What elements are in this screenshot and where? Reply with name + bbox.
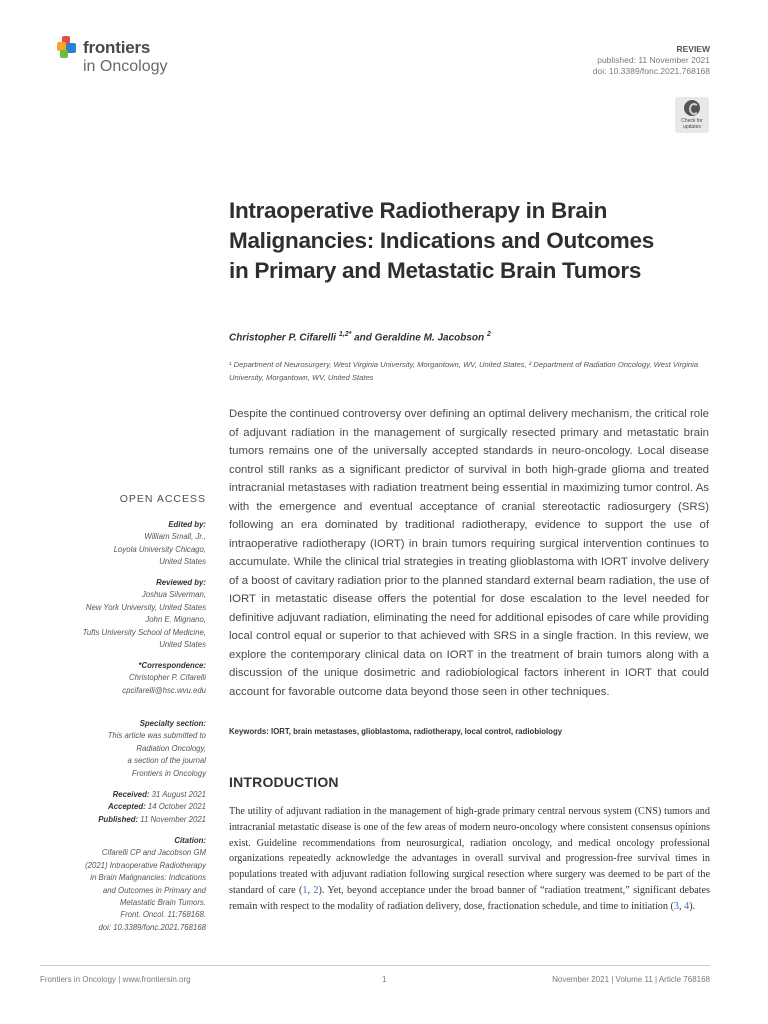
specialty-line: This article was submitted to bbox=[107, 731, 206, 741]
dates-section bbox=[40, 789, 206, 826]
open-access-label: OPEN ACCESS bbox=[119, 493, 206, 505]
keywords-label: Keywords: bbox=[229, 727, 269, 736]
affiliations: ¹ Department of Neurosurgery, West Virginia University, Morgantown, WV, United States, ² Department of Radiation Oncology, West Virginia University, Morgantown, WV, United States bbox=[229, 360, 699, 382]
editor-country: United States bbox=[159, 557, 206, 567]
page-number: 1 bbox=[382, 975, 387, 984]
accepted-date: 14 October 2021 bbox=[145, 802, 206, 812]
article-meta bbox=[593, 44, 710, 77]
published-date: published: 11 November 2021 bbox=[597, 55, 710, 65]
intro-text: The utility of adjuvant radiation in the management of high-grade primary central nervous system (CNS) tumors and intracranial metastatic disease is one of the few areas of modern neuro-oncology where consistent consensus opinions exist. Guideline recommendations from neurosurgical, radiation oncology, and medical oncology professional organizations repeatedly acknowledge the advantages in overall survival and progression-free survival times in populations treated with adjuvant radiation following surgical resection where surgery was deemed to be part of the standard of care ( bbox=[229, 806, 710, 896]
abstract: Despite the continued controversy over defining an optimal delivery mechanism, the critical role of adjuvant radiation in the management of surgically resected primary and metastatic brain tumors remains one of the universally accepted standards in neuro-oncology. Local disease control still ranks as a significant predictor of survival in both high-grade glioma and treated intracranial metastases with radiation treatment being essential in maximizing tumor control. As with the emergence and eventual acceptance of cranial stereotactic radiosurgery (SRS) following an era dominated by traditional radiotherapy, evidence to support the use of intraoperative radiotherapy (IORT) in brain tumors requiring surgical intervention continues to accumulate. While the clinical trial strategies in treating glioblastoma with IORT involve delivery of a boost of cavitary radiation prior to the planned standard external beam radiation, the use of IORT in metastatic disease offers the potential for dose escalation to the level needed for definitive adjuvant radiation, eliminating the need for additional episodes of care while providing local control equal or superior to that achieved with SRS in a single fraction. In this review, we explore the contemporary clinical data on IORT in the treatment of brain tumors along with a discussion of the unique dosimetric and radiobiological factors inherent in IORT that could account for favorable outcome data beyond those seen in other techniques. bbox=[229, 408, 709, 698]
reviewer-2-affiliation: Tufts University School of Medicine, bbox=[82, 627, 206, 637]
accepted-row bbox=[40, 801, 206, 813]
reviewed-by-section bbox=[40, 577, 206, 651]
accepted-label: Accepted: bbox=[108, 802, 146, 812]
reference-link[interactable]: 2 bbox=[313, 884, 319, 896]
correspondence-label: *Correspondence: bbox=[138, 661, 206, 670]
article-type: REVIEW bbox=[676, 44, 710, 54]
citation-line: Cifarelli CP and Jacobson GM bbox=[101, 848, 206, 858]
journal-logo[interactable] bbox=[57, 36, 197, 82]
reviewer-1-name[interactable]: Joshua Silverman, bbox=[141, 590, 206, 600]
specialty-section bbox=[40, 718, 206, 780]
citation-label: Citation: bbox=[174, 836, 206, 845]
ref-separator: , bbox=[679, 900, 685, 912]
author-list bbox=[229, 331, 491, 343]
check-updates-icon bbox=[684, 100, 700, 116]
citation-line: (2021) Intraoperative Radiotherapy bbox=[85, 860, 206, 870]
correspondence-email[interactable]: cpcifarelli@hsc.wvu.edu bbox=[122, 685, 206, 695]
reviewed-by-label: Reviewed by: bbox=[156, 578, 206, 587]
published-date-sidebar: 11 November 2021 bbox=[138, 814, 206, 824]
reference-link[interactable]: 1 bbox=[302, 884, 308, 896]
ref-separator: , bbox=[307, 884, 314, 896]
reviewer-2-country: United States bbox=[159, 640, 206, 650]
citation-doi[interactable]: doi: 10.3389/fonc.2021.768168 bbox=[98, 922, 206, 932]
author-1[interactable]: Christopher P. Cifarelli bbox=[229, 332, 337, 344]
specialty-line: Frontiers in Oncology bbox=[131, 768, 206, 778]
author-conjunction: and bbox=[351, 332, 375, 344]
edited-by-section bbox=[40, 519, 206, 569]
footer-article-info: November 2021 | Volume 11 | Article 768168 bbox=[552, 975, 710, 984]
logo-word-journal: in Oncology bbox=[83, 58, 168, 75]
citation-section bbox=[40, 835, 206, 934]
logo-word-frontiers: frontiers bbox=[83, 38, 151, 57]
correspondence-section bbox=[40, 660, 206, 697]
article-title: Intraoperative Radiotherapy in Brain Malignancies: Indications and Outcomes in Primary and Metastatic Brain Tumors bbox=[229, 198, 654, 283]
introduction-body bbox=[229, 804, 710, 915]
footer-journal[interactable]: Frontiers in Oncology | www.frontiersin.org bbox=[40, 975, 191, 984]
published-label: Published: bbox=[98, 814, 139, 824]
check-for-updates-button[interactable] bbox=[675, 97, 709, 133]
specialty-line: Radiation Oncology, bbox=[136, 743, 206, 753]
editor-affiliation: Loyola University Chicago, bbox=[113, 544, 206, 554]
received-label: Received: bbox=[112, 790, 150, 799]
keywords bbox=[229, 727, 709, 736]
frontiers-logo-icon bbox=[57, 36, 79, 60]
author-1-affil-marker: 1,2* bbox=[338, 331, 352, 338]
reviewer-2-name[interactable]: John E. Mignano, bbox=[145, 615, 206, 625]
footer-divider bbox=[40, 965, 710, 966]
published-row bbox=[40, 814, 206, 826]
introduction-heading: INTRODUCTION bbox=[229, 774, 339, 790]
edited-by-label: Edited by: bbox=[168, 520, 206, 529]
correspondence-name: Christopher P. Cifarelli bbox=[129, 673, 206, 683]
received-row bbox=[40, 789, 206, 801]
citation-line: Metastatic Brain Tumors. bbox=[119, 898, 206, 908]
received-date: 31 August 2021 bbox=[149, 790, 206, 799]
editor-name[interactable]: William Small, Jr., bbox=[144, 532, 206, 542]
author-2-affil-marker: 2 bbox=[486, 331, 491, 338]
citation-line: Front. Oncol. 11:768168. bbox=[120, 910, 206, 920]
specialty-label: Specialty section: bbox=[139, 719, 206, 728]
citation-line: and Outcomes in Primary and bbox=[102, 885, 206, 895]
intro-text: ). Yet, beyond acceptance under the broad banner of “radiation treatment,” significant debates remain with respect to the modality of radiation delivery, dose, fractionation schedule, and time to initiation ( bbox=[229, 884, 710, 912]
author-2[interactable]: Geraldine M. Jacobson bbox=[374, 332, 485, 344]
reviewer-1-affiliation: New York University, United States bbox=[85, 602, 206, 612]
header-doi[interactable]: doi: 10.3389/fonc.2021.768168 bbox=[592, 66, 710, 76]
specialty-line: a section of the journal bbox=[127, 756, 206, 766]
check-updates-label: Check for updates bbox=[681, 118, 703, 130]
reference-link[interactable]: 3 bbox=[673, 900, 680, 912]
citation-line: in Brain Malignancies: Indications bbox=[90, 873, 206, 883]
keywords-list: IORT, brain metastases, glioblastoma, radiotherapy, local control, radiobiology bbox=[268, 727, 563, 736]
reference-link[interactable]: 4 bbox=[684, 900, 690, 912]
intro-text: ). bbox=[689, 900, 696, 912]
